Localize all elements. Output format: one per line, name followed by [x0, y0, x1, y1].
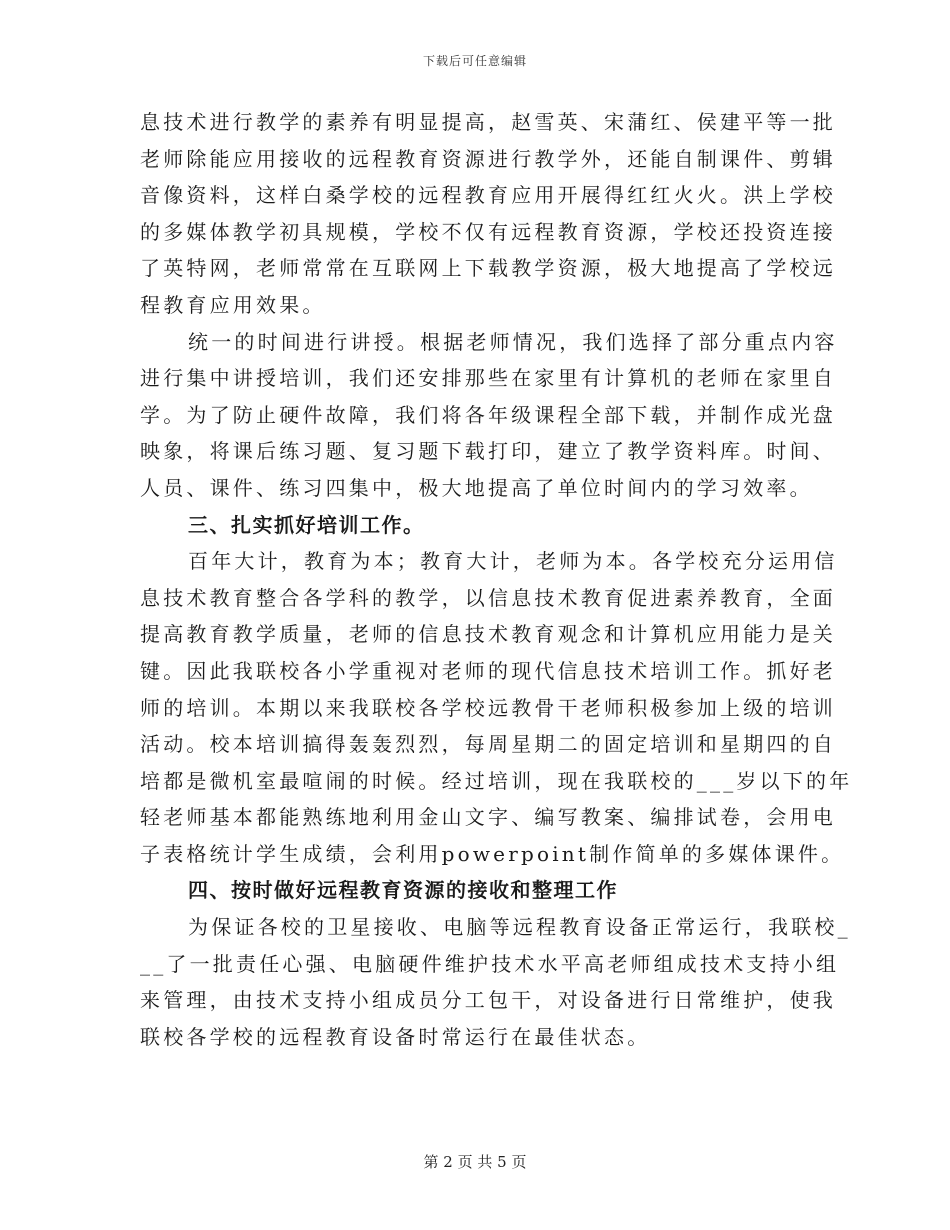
section-heading-3: 三、扎实抓好培训工作。	[188, 512, 425, 537]
text-line: 学。为了防止硬件故障，我们将各年级课程全部下载，并制作成光盘	[140, 402, 836, 427]
paragraph-first-line: 统一的时间进行讲授。根据老师情况，我们选择了部分重点内容	[188, 329, 838, 354]
text-line: 老师除能应用接收的远程教育资源进行教学外，还能自制课件、剪辑	[140, 146, 836, 171]
text-line: 师的培训。本期以来我联校各学校远教骨干老师积极参加上级的培训	[140, 695, 836, 720]
text-line: 进行集中讲授培训，我们还安排那些在家里有计算机的老师在家里自	[140, 366, 836, 391]
page-number-footer: 第 2 页 共 5 页	[423, 1153, 527, 1171]
text-line: 的多媒体教学初具规模，学校不仅有远程教育资源，学校还投资连接	[140, 219, 836, 244]
text-line: 人员、课件、练习四集中，极大地提高了单位时间内的学习效率。	[140, 475, 813, 500]
text-line: 提高教育教学质量，老师的信息技术教育观念和计算机应用能力是关	[140, 622, 836, 647]
document-body	[140, 104, 853, 1055]
text-line: 子表格统计学生成绩，会利用powerpoint制作简单的多媒体课件。	[140, 841, 845, 866]
text-line: 联校各学校的远程教育设备时常运行在最佳状态。	[140, 1024, 651, 1049]
text-line: 息技术进行教学的素养有明显提高，赵雪英、宋蒲红、侯建平等一批	[140, 110, 836, 134]
text-line: 息技术教育整合各学科的教学，以信息技术教育促进素养教育，全面	[140, 585, 836, 610]
text-line: 轻老师基本都能熟练地利用金山文字、编写教案、编排试卷，会用电	[140, 805, 836, 830]
text-line: 映象，将课后练习题、复习题下载打印，建立了教学资料库。时间、	[140, 439, 836, 464]
page-header-note: 下载后可任意编辑	[422, 54, 527, 68]
paragraph-first-line: 为保证各校的卫星接收、电脑等远程教育设备正常运行，我联校_	[188, 915, 851, 940]
text-line: __了一批责任心强、电脑硬件维护技术水平高老师组成技术支持小组	[140, 951, 840, 976]
text-line: 来管理，由技术支持小组成员分工包干，对设备进行日常维护，使我	[140, 988, 836, 1013]
text-line: 程教育应用效果。	[140, 292, 326, 317]
text-line: 活动。校本培训搞得轰轰烈烈，每周星期二的固定培训和星期四的自	[140, 732, 836, 757]
text-line: 音像资料，这样白桑学校的远程教育应用开展得红红火火。洪上学校	[140, 183, 836, 208]
section-heading-4: 四、按时做好远程教育资源的接收和整理工作	[188, 878, 618, 903]
text-line: 键。因此我联校各小学重视对老师的现代信息技术培训工作。抓好老	[140, 658, 836, 683]
text-line: 培都是微机室最喧闹的时候。经过培训，现在我联校的___岁以下的年	[140, 768, 853, 793]
paragraph-first-line: 百年大计，教育为本；教育大计，老师为本。各学校充分运用信	[188, 549, 838, 574]
text-line: 了英特网，老师常常在互联网上下载教学资源，极大地提高了学校远	[140, 256, 836, 281]
